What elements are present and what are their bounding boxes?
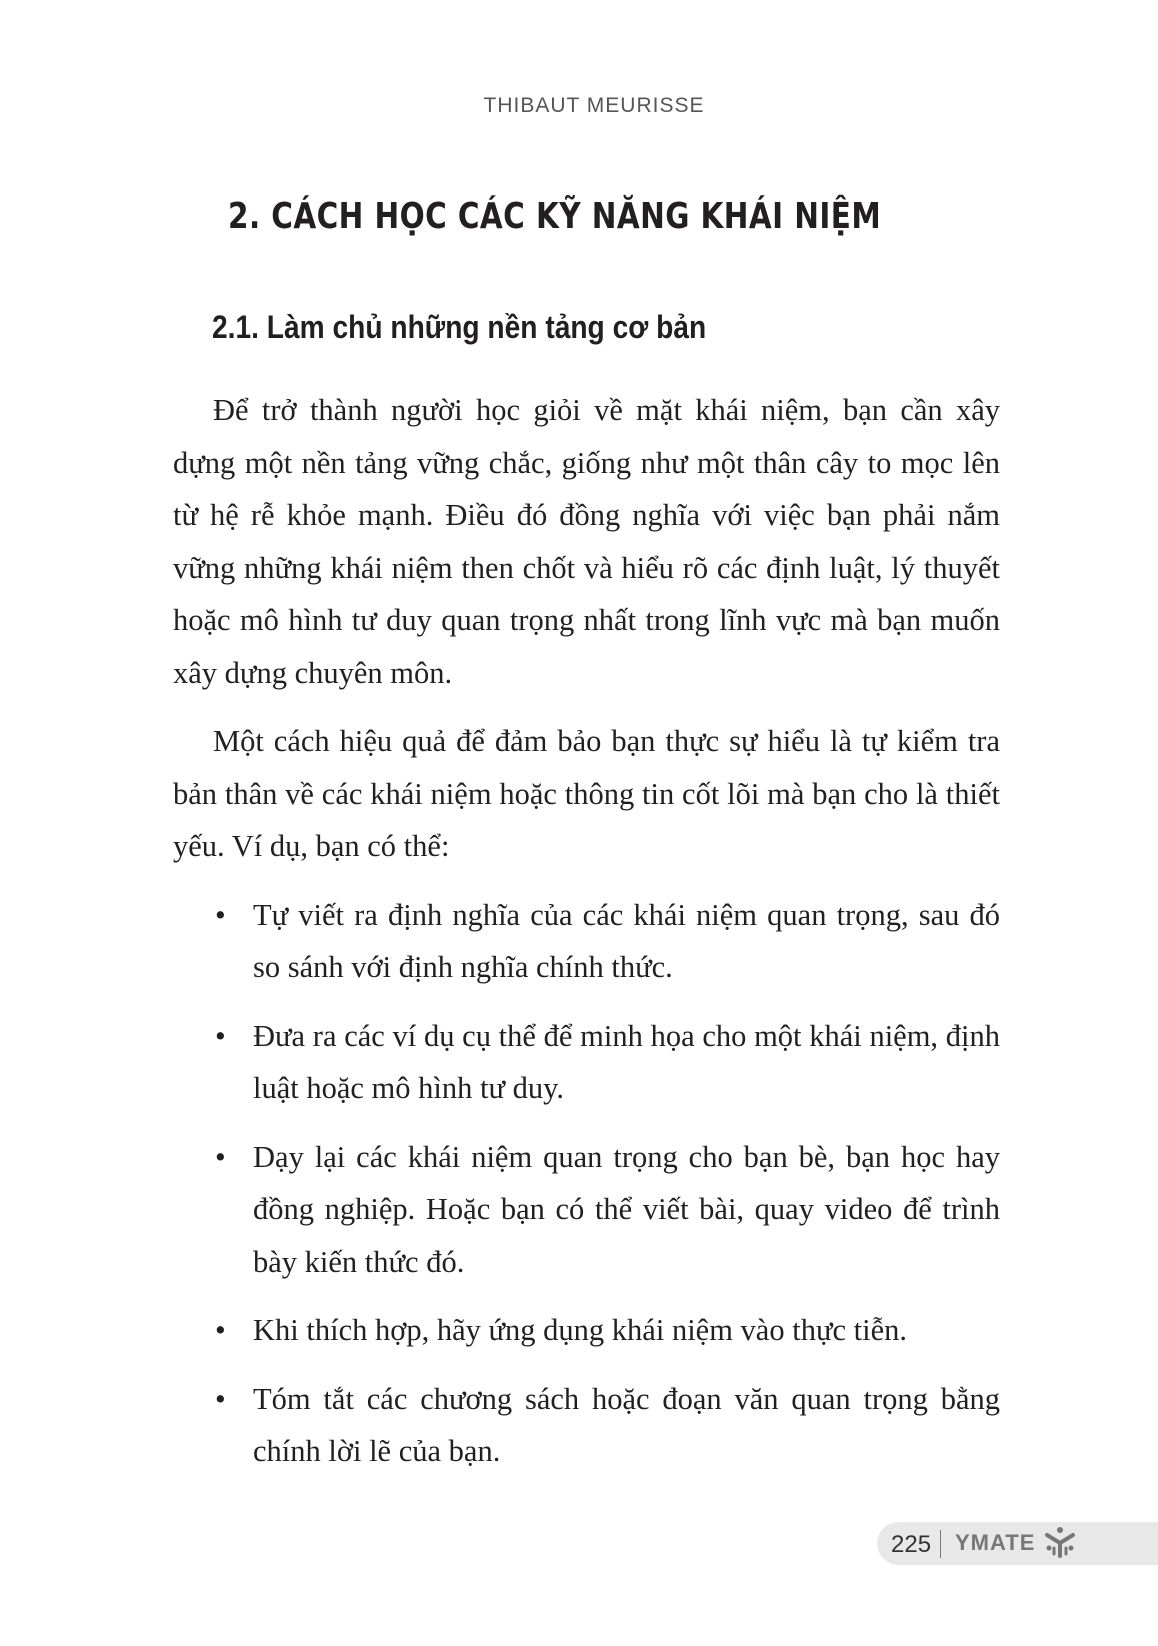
- list-item-text: Tự viết ra định nghĩa của các khái niệm quan trọng, sau đó so sánh với định nghĩa chính thức.: [253, 897, 1000, 984]
- paragraph: Một cách hiệu quả để đảm bảo bạn thực sự hiểu là tự kiểm tra bản thân về các khái niệm hoặc thông tin cốt lõi mà bạn cho là thiết yếu. Ví dụ, bạn có thể:: [173, 724, 1000, 863]
- chapter-title: 2. CÁCH HỌC CÁC KỸ NĂNG KHÁI NIỆM: [228, 196, 882, 237]
- body-text: [173, 384, 1000, 1494]
- footer-divider: [940, 1530, 941, 1558]
- running-header: THIBAUT MEURISSE: [483, 94, 705, 117]
- list-item: [173, 1304, 1000, 1357]
- section-title: 2.1. Làm chủ những nền tảng cơ bản: [212, 309, 707, 345]
- list-item-text: Dạy lại các khái niệm quan trọng cho bạn bè, bạn học hay đồng nghiệp. Hoặc bạn có thể viết bài, quay video để trình bày kiến thức đó.: [253, 1139, 1000, 1279]
- bullet-icon: •: [215, 1381, 226, 1416]
- list-item-text: Khi thích hợp, hãy ứng dụng khái niệm vào thực tiễn.: [253, 1313, 907, 1347]
- bullet-icon: •: [215, 1313, 226, 1347]
- publisher-name: YMATE: [955, 1530, 1036, 1555]
- publisher-logo-icon: [1043, 1526, 1077, 1560]
- bullet-icon: •: [215, 1018, 226, 1053]
- list-item-text: Tóm tắt các chương sách hoặc đoạn văn quan trọng bằng chính lời lẽ của bạn.: [253, 1381, 1000, 1468]
- list-item: [173, 1010, 1000, 1115]
- list-item: [173, 1131, 1000, 1289]
- paragraph: Để trở thành người học giỏi về mặt khái niệm, bạn cần xây dựng một nền tảng vững chắc, giống như một thân cây to mọc lên từ hệ rễ khỏe mạnh. Điều đó đồng nghĩa với việc bạn phải nắm vững những khái niệm then chốt và hiểu rõ các định luật, lý thuyết hoặc mô hình tư duy quan trọng nhất trong lĩnh vực mà bạn muốn xây dựng chuyên môn.: [173, 393, 1000, 690]
- list-item: [173, 1373, 1000, 1478]
- bullet-icon: •: [215, 1139, 226, 1174]
- bullet-list: [173, 889, 1000, 1478]
- bullet-icon: •: [215, 897, 226, 932]
- page-footer: [877, 1522, 1158, 1565]
- page-number: 225: [891, 1531, 932, 1558]
- list-item-text: Đưa ra các ví dụ cụ thể để minh họa cho một khái niệm, định luật hoặc mô hình tư duy.: [253, 1018, 1000, 1105]
- list-item: [173, 889, 1000, 994]
